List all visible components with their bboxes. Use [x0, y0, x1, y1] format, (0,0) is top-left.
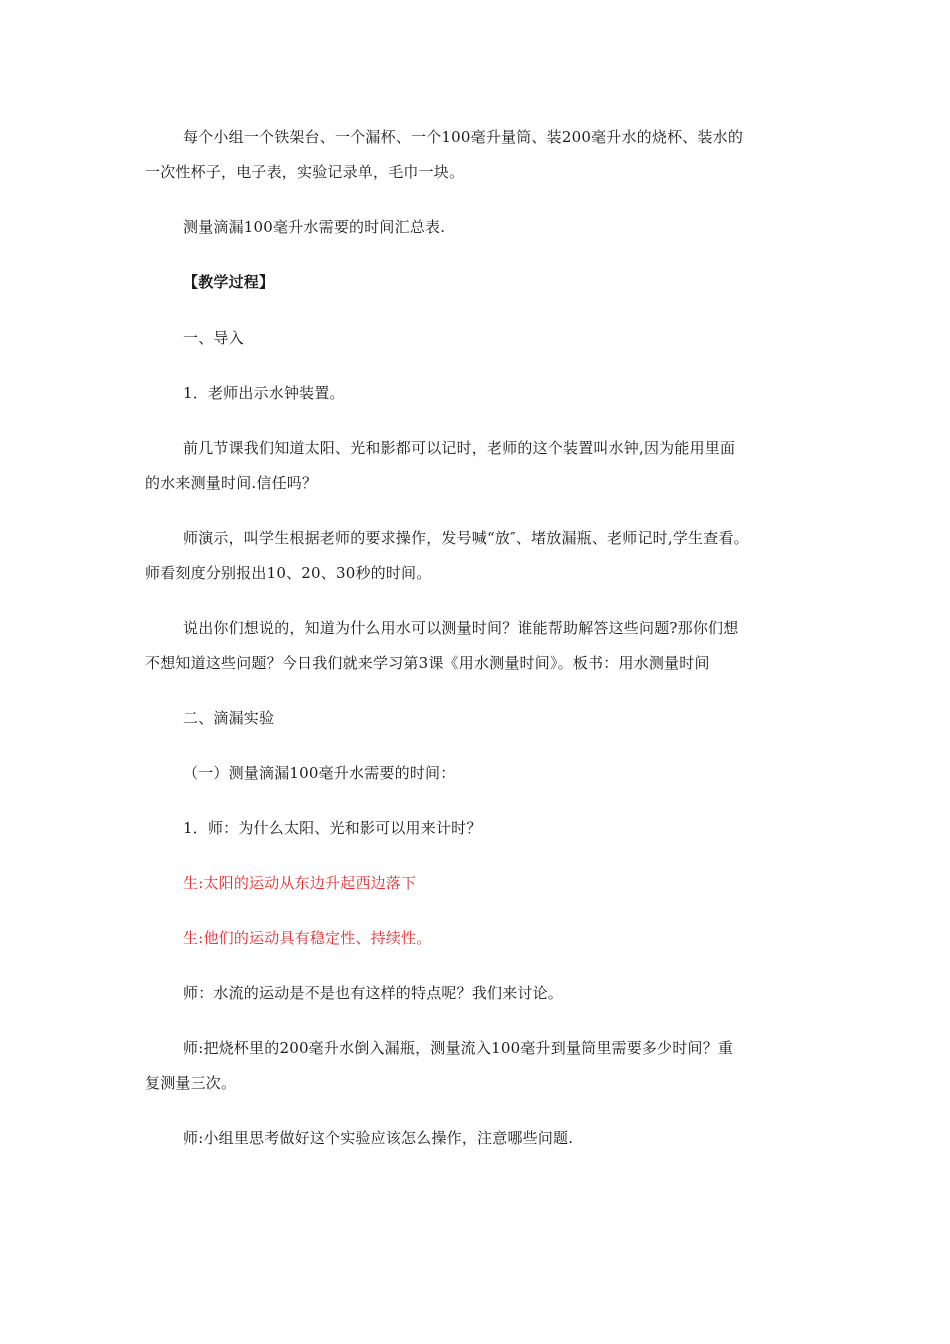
text-line: 1．老师出示水钟装置。 — [183, 384, 345, 402]
text-line: 一次性杯子，电子表，实验记录单，毛巾一块。 — [145, 163, 465, 181]
text-line: 师演示，叫学生根据老师的要求操作，发号喊“放″、堵放漏瓶、老师记时,学生查看。 — [183, 529, 749, 547]
subsection-heading — [145, 756, 815, 791]
demo-paragraph — [145, 521, 815, 591]
subsection-heading — [145, 701, 815, 736]
text-line: 说出你们想说的，知道为什么用水可以测量时间？谁能帮助解答这些问题?那你们想 — [183, 619, 739, 637]
text-line: 师:把烧杯里的200毫升水倒入漏瓶，测量流入100毫升到量筒里需要多少时间？重 — [183, 1039, 734, 1057]
text-line: 生:他们的运动具有稳定性、持续性。 — [183, 929, 432, 947]
text-line: 的水来测量时间.信任吗？ — [145, 474, 318, 492]
text-line: 师看刻度分别报出10、20、30秒的时间。 — [145, 564, 432, 582]
text-line: 复测量三次。 — [145, 1074, 237, 1092]
text-line: 【教学过程】 — [183, 273, 275, 291]
document-page — [145, 120, 815, 1176]
intro-paragraph — [145, 431, 815, 501]
teacher-paragraph — [145, 1121, 815, 1156]
question-paragraph — [145, 611, 815, 681]
text-line: 一、导入 — [183, 329, 244, 347]
text-line: 每个小组一个铁架台、一个漏杯、一个100毫升量筒、装200毫升水的烧杯、装水的 — [183, 128, 744, 146]
step-paragraph — [145, 811, 815, 846]
student-answer — [145, 921, 815, 956]
text-line: 不想知道这些问题？今日我们就来学习第3课《用水测量时间》。板书：用水测量时间 — [145, 654, 710, 672]
student-answer — [145, 866, 815, 901]
text-line: 师:小组里思考做好这个实验应该怎么操作，注意哪些问题. — [183, 1129, 574, 1147]
section-heading — [145, 265, 815, 300]
text-line: 二、滴漏实验 — [183, 709, 275, 727]
text-line: 1．师：为什么太阳、光和影可以用来计时？ — [183, 819, 482, 837]
text-line: 师：水流的运动是不是也有这样的特点呢？我们来讨论。 — [183, 984, 564, 1002]
text-line: 生:太阳的运动从东边升起西边落下 — [183, 874, 417, 892]
teacher-paragraph — [145, 976, 815, 1011]
subsection-heading — [145, 321, 815, 356]
teacher-paragraph — [145, 1031, 815, 1101]
text-line: （一）测量滴漏100毫升水需要的时间： — [183, 764, 456, 782]
summary-table-caption — [145, 210, 815, 245]
step-paragraph — [145, 376, 815, 411]
text-line: 前几节课我们知道太阳、光和影都可以记时，老师的这个装置叫水钟,因为能用里面 — [183, 439, 736, 457]
materials-paragraph — [145, 120, 815, 190]
text-line: 测量滴漏100毫升水需要的时间汇总表. — [183, 218, 446, 236]
